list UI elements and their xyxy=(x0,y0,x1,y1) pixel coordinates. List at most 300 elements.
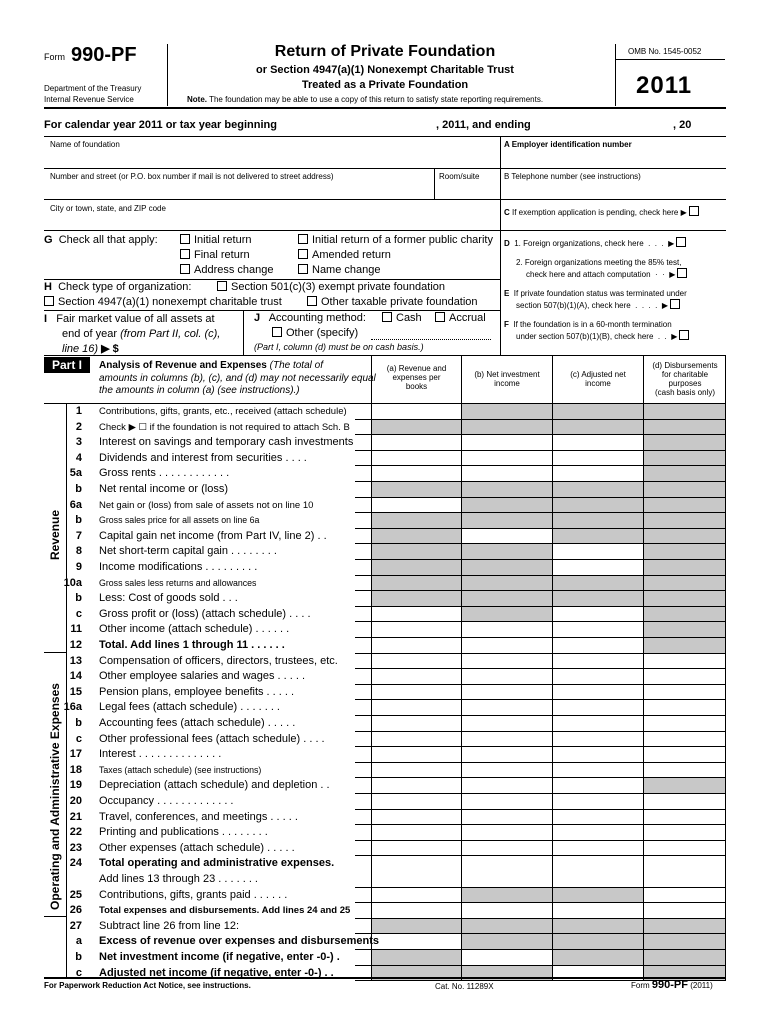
line-number: 6a xyxy=(69,498,82,511)
amount-cell[interactable] xyxy=(643,747,726,763)
amount-cell[interactable] xyxy=(552,638,643,654)
line-entry-box xyxy=(355,498,371,514)
amount-cell[interactable] xyxy=(371,622,461,638)
line-label: Gross sales price for all assets on line 6a xyxy=(99,515,260,526)
line-label: Travel, conferences, and meetings . . . . . xyxy=(99,810,298,823)
amount-cell[interactable] xyxy=(552,654,643,670)
form-title: Return of Private Foundation xyxy=(274,43,496,60)
amount-cell[interactable] xyxy=(552,700,643,716)
amount-cell[interactable] xyxy=(371,451,461,467)
line-number: b xyxy=(75,483,82,495)
form-number: 990-PF xyxy=(71,44,137,66)
telephone-field[interactable]: B Telephone number (see instructions) xyxy=(504,172,641,181)
amount-cell[interactable] xyxy=(371,638,461,654)
amount-cell xyxy=(461,888,552,904)
g-final-return[interactable]: Final return xyxy=(180,249,250,261)
line-number: 11 xyxy=(70,623,82,636)
amount-cell[interactable] xyxy=(552,794,643,810)
amount-cell[interactable] xyxy=(461,638,552,654)
amount-cell[interactable] xyxy=(643,888,726,904)
amount-cell xyxy=(461,591,552,607)
amount-cell[interactable] xyxy=(371,700,461,716)
line-entry-box xyxy=(355,482,371,498)
amount-cell xyxy=(643,560,726,576)
line-label: Net gain or (loss) from sale of assets not on line 10 xyxy=(99,499,314,511)
amount-cell[interactable] xyxy=(461,685,552,701)
line-label: Subtract line 26 from line 12: xyxy=(99,919,240,932)
line-label: Other employee salaries and wages . . . . . xyxy=(99,670,306,683)
amount-cell[interactable] xyxy=(552,716,643,732)
line-number: 14 xyxy=(69,670,82,683)
h-other-taxable[interactable]: Other taxable private foundation xyxy=(307,296,478,308)
amount-cell[interactable] xyxy=(371,934,461,950)
amount-cell[interactable] xyxy=(552,841,643,857)
amount-cell[interactable] xyxy=(552,451,643,467)
amount-cell xyxy=(643,638,726,654)
room-suite-field[interactable]: Room/suite xyxy=(439,172,480,181)
g-initial-return[interactable]: Initial return xyxy=(180,234,251,246)
amount-cell[interactable] xyxy=(371,716,461,732)
foundation-name-field[interactable]: Name of foundation xyxy=(50,140,120,149)
amount-cell[interactable] xyxy=(371,498,461,514)
col-a-header: (a) Revenue and expenses per books xyxy=(386,364,447,391)
amount-cell xyxy=(643,451,726,467)
amount-cell[interactable] xyxy=(552,763,643,779)
line-label: Pension plans, employee benefits . . . . . xyxy=(99,685,295,698)
j-cash[interactable]: Cash xyxy=(382,312,422,324)
amount-cell xyxy=(461,560,552,576)
side-expenses: Operating and Administrative Expenses xyxy=(48,683,62,910)
amount-cell xyxy=(552,950,643,966)
amount-cell[interactable] xyxy=(371,466,461,482)
amount-cell[interactable] xyxy=(461,451,552,467)
amount-cell[interactable] xyxy=(552,544,643,560)
line-label: Total. Add lines 1 through 11 . . . . . . xyxy=(99,639,285,651)
amount-cell[interactable] xyxy=(371,841,461,857)
amount-cell xyxy=(461,513,552,529)
col-d-header: (d) Disbursements for charitable purposes (cash basis only) xyxy=(652,361,718,397)
amount-cell[interactable] xyxy=(643,763,726,779)
amount-cell xyxy=(552,404,643,420)
amount-cell[interactable] xyxy=(643,810,726,826)
amount-cell xyxy=(461,420,552,436)
line-number: 27 xyxy=(69,919,82,932)
ein-field[interactable]: A Employer identification number xyxy=(504,140,632,149)
amount-cell xyxy=(643,482,726,498)
g-name-change[interactable]: Name change xyxy=(298,264,381,276)
amount-cell xyxy=(461,482,552,498)
line-number: c xyxy=(75,732,82,745)
amount-cell xyxy=(371,591,461,607)
amount-cell xyxy=(552,529,643,545)
amount-cell[interactable] xyxy=(371,888,461,904)
line-number: b xyxy=(75,514,82,527)
line-number: b xyxy=(75,951,82,963)
irs-label: Internal Revenue Service xyxy=(44,95,134,104)
line-entry-box xyxy=(355,560,371,576)
amount-cell[interactable] xyxy=(461,841,552,857)
line-entry-box xyxy=(355,747,371,763)
line-number: 16a xyxy=(63,701,82,714)
line-number: 2 xyxy=(75,420,82,433)
j-other[interactable]: Other (specify) xyxy=(272,327,358,339)
amount-cell xyxy=(643,435,726,451)
line-label: Contributions, gifts, grants paid . . . . . . xyxy=(99,888,288,901)
line-label: Net short-term capital gain . . . . . . . . xyxy=(99,545,277,558)
line-number: 24 xyxy=(69,857,82,870)
side-revenue: Revenue xyxy=(48,509,62,560)
amount-cell[interactable] xyxy=(552,466,643,482)
amount-cell xyxy=(643,544,726,560)
line-label: Check ▶ ☐ if the foundation is not required to attach Sch. B xyxy=(99,421,350,433)
amount-cell[interactable] xyxy=(371,732,461,748)
amount-cell[interactable] xyxy=(461,466,552,482)
amount-cell[interactable] xyxy=(552,669,643,685)
amount-cell[interactable] xyxy=(461,716,552,732)
amount-cell xyxy=(371,529,461,545)
footer-form: Form 990-PF (2011) xyxy=(631,979,713,991)
amount-cell xyxy=(643,498,726,514)
amount-cell[interactable] xyxy=(371,856,461,887)
calendar-ending: , 2011, and ending xyxy=(436,119,531,131)
amount-cell[interactable] xyxy=(461,622,552,638)
f-60-month[interactable]: F If the foundation is in a 60-month termination under section 507(b)(1)(B), check here . . ▶ xyxy=(504,319,693,342)
amount-cell xyxy=(643,529,726,545)
amount-cell xyxy=(552,482,643,498)
line-number: 3 xyxy=(75,436,82,449)
line-entry-box xyxy=(355,638,371,654)
line-number: c xyxy=(75,607,82,620)
amount-cell xyxy=(643,607,726,623)
calendar-20: , 20 xyxy=(673,119,692,131)
amount-cell[interactable] xyxy=(643,825,726,841)
d2-foreign-85[interactable]: 2. Foreign organizations meeting the 85% test, check here and attach computation · · ▶ xyxy=(504,257,691,280)
line-entry-box xyxy=(355,591,371,607)
amount-cell xyxy=(552,934,643,950)
line-entry-box xyxy=(355,841,371,857)
line-number: 19 xyxy=(69,779,82,792)
amount-cell xyxy=(461,544,552,560)
amount-cell xyxy=(552,513,643,529)
amount-cell xyxy=(371,560,461,576)
amount-cell[interactable] xyxy=(461,435,552,451)
amount-cell[interactable] xyxy=(371,903,461,919)
amount-cell[interactable] xyxy=(371,747,461,763)
amount-cell[interactable] xyxy=(371,825,461,841)
line-label: Total operating and administrative expenses. xyxy=(99,857,335,870)
amount-cell xyxy=(461,607,552,623)
amount-cell[interactable] xyxy=(552,778,643,794)
line-label: Capital gain net income (from Part IV, line 2) . . xyxy=(99,529,327,542)
table-right-border xyxy=(725,355,726,981)
line-label: Contributions, gifts, grants, etc., received (attach schedule) xyxy=(99,406,347,417)
line-entry-box xyxy=(355,810,371,826)
amount-cell xyxy=(552,498,643,514)
line-entry-box xyxy=(355,950,371,966)
line-number: 7 xyxy=(75,529,82,542)
line-number: 5a xyxy=(69,467,82,480)
line-label: Occupancy . . . . . . . . . . . . . xyxy=(99,795,234,807)
amount-cell xyxy=(371,482,461,498)
amount-cell[interactable] xyxy=(643,669,726,685)
line-number: 12 xyxy=(69,639,82,651)
line-label: Gross rents . . . . . . . . . . . . xyxy=(99,467,230,480)
line-number: 1 xyxy=(75,405,82,417)
amount-cell xyxy=(371,950,461,966)
amount-cell[interactable] xyxy=(461,669,552,685)
amount-cell xyxy=(643,404,726,420)
line-label: Income modifications . . . . . . . . . xyxy=(99,561,258,573)
line-entry-box xyxy=(355,825,371,841)
g-address-change[interactable]: Address change xyxy=(180,264,274,276)
amount-cell xyxy=(643,622,726,638)
line-label: Gross profit or (loss) (attach schedule) . . . . xyxy=(99,607,311,620)
amount-cell[interactable] xyxy=(371,763,461,779)
line-number: 18 xyxy=(69,763,82,776)
amount-cell[interactable] xyxy=(371,778,461,794)
amount-cell xyxy=(371,420,461,436)
line-number: 9 xyxy=(75,561,82,573)
amount-cell[interactable] xyxy=(461,810,552,826)
amount-cell xyxy=(643,591,726,607)
line-label: Printing and publications . . . . . . . . xyxy=(99,826,268,839)
amount-cell[interactable] xyxy=(552,685,643,701)
amount-cell[interactable] xyxy=(461,825,552,841)
amount-cell xyxy=(461,576,552,592)
c-exempt-check[interactable]: C If exemption application is pending, check here ▶ xyxy=(504,206,703,217)
part1-tag: Part I xyxy=(44,357,90,373)
amount-cell[interactable] xyxy=(552,435,643,451)
amount-cell xyxy=(552,591,643,607)
amount-cell xyxy=(552,888,643,904)
footer-paperwork: For Paperwork Reduction Act Notice, see instructions. xyxy=(44,981,251,990)
city-field[interactable]: City or town, state, and ZIP code xyxy=(50,204,166,213)
line-entry-box xyxy=(355,903,371,919)
line-entry-box xyxy=(355,888,371,904)
line-number: 25 xyxy=(69,888,82,901)
amount-cell[interactable] xyxy=(371,794,461,810)
j-note: (Part I, column (d) must be on cash basis.) xyxy=(254,342,424,352)
line-number: b xyxy=(75,717,82,729)
line-entry-box xyxy=(355,513,371,529)
form-subtitle-2: Treated as a Private Foundation xyxy=(301,79,469,91)
amount-cell xyxy=(552,576,643,592)
amount-cell[interactable] xyxy=(461,654,552,670)
line-entry-box xyxy=(355,404,371,420)
i-fair-market-value: I Fair market value of all assets at end of year (from Part II, col. (c), line 16) ▶ $ xyxy=(44,313,221,355)
line-number: 23 xyxy=(69,841,82,854)
line-label: Interest . . . . . . . . . . . . . . xyxy=(99,748,222,761)
amount-cell[interactable] xyxy=(461,700,552,716)
amount-cell xyxy=(643,919,726,935)
line-entry-box xyxy=(355,529,371,545)
line-label: Other expenses (attach schedule) . . . . . xyxy=(99,841,295,854)
line-entry-box xyxy=(355,700,371,716)
amount-cell[interactable] xyxy=(461,903,552,919)
line-label: Compensation of officers, directors, trustees, etc. xyxy=(99,654,338,667)
line-label: Net rental income or (loss) xyxy=(99,483,228,495)
amount-cell[interactable] xyxy=(371,607,461,623)
amount-cell[interactable] xyxy=(643,685,726,701)
g-check-all: G Check all that apply: xyxy=(44,234,158,246)
line-label: Legal fees (attach schedule) . . . . . . . xyxy=(99,701,280,714)
line-number: 8 xyxy=(75,545,82,558)
g-amended-return[interactable]: Amended return xyxy=(298,249,391,261)
line-entry-box xyxy=(355,934,371,950)
line-label: Net investment income (if negative, enter -0-) . xyxy=(99,951,340,963)
amount-cell[interactable] xyxy=(461,732,552,748)
amount-cell xyxy=(461,498,552,514)
line-label: Excess of revenue over expenses and disbursements xyxy=(99,935,380,948)
amount-cell xyxy=(643,466,726,482)
amount-cell[interactable] xyxy=(552,856,643,887)
amount-cell[interactable] xyxy=(461,763,552,779)
line-number: c xyxy=(75,966,82,979)
amount-cell[interactable] xyxy=(643,794,726,810)
amount-cell xyxy=(643,778,726,794)
amount-cell[interactable] xyxy=(643,732,726,748)
amount-cell[interactable] xyxy=(552,560,643,576)
line-number: b xyxy=(75,592,82,605)
line-label: Adjusted net income (if negative, enter -0-) . . xyxy=(99,966,334,979)
amount-cell[interactable] xyxy=(643,716,726,732)
amount-cell[interactable] xyxy=(461,794,552,810)
line-entry-box xyxy=(355,716,371,732)
amount-cell[interactable] xyxy=(643,700,726,716)
amount-cell xyxy=(371,919,461,935)
line-entry-box xyxy=(355,435,371,451)
amount-cell[interactable] xyxy=(371,435,461,451)
amount-cell xyxy=(371,576,461,592)
amount-cell xyxy=(461,934,552,950)
h-check-type: H Check type of organization: xyxy=(44,281,192,293)
amount-cell xyxy=(461,919,552,935)
j-accounting-method: J Accounting method: xyxy=(254,312,366,324)
amount-cell[interactable] xyxy=(371,404,461,420)
amount-cell xyxy=(371,513,461,529)
j-accrual[interactable]: Accrual xyxy=(435,312,486,324)
amount-cell[interactable] xyxy=(552,732,643,748)
amount-cell[interactable] xyxy=(552,825,643,841)
g-initial-former-public[interactable]: Initial return of a former public charity xyxy=(298,234,493,246)
form-note: Note. The foundation may be able to use a copy of this return to satisfy state reporting requirements. xyxy=(187,95,544,104)
line-entry-box xyxy=(355,451,371,467)
part1-title: Analysis of Revenue and Expenses (The total of amounts in columns (b), (c), and (d) may not necessarily equal the amounts in column (a) (see instructions).) xyxy=(99,360,376,396)
amount-cell[interactable] xyxy=(552,607,643,623)
tax-year: 2011 xyxy=(636,72,693,99)
col-c-header: (c) Adjusted net income xyxy=(570,370,626,388)
e-terminated[interactable]: E If private foundation status was terminated under section 507(b)(1)(A), check here . . . . ▶ xyxy=(504,289,687,310)
line-entry-box xyxy=(355,576,371,592)
line-label: Gross sales less returns and allowances xyxy=(99,577,257,588)
col-b-header: (b) Net investment income xyxy=(474,370,540,388)
street-field[interactable]: Number and street (or P.O. box number if mail is not delivered to street address) xyxy=(50,172,334,181)
line-entry-box xyxy=(355,794,371,810)
line-entry-box xyxy=(355,732,371,748)
h-501c3[interactable]: Section 501(c)(3) exempt private foundation xyxy=(217,281,445,293)
line-number: 21 xyxy=(69,810,82,823)
dept-treasury: Department of the Treasury xyxy=(44,84,142,93)
line-number: 22 xyxy=(69,826,82,839)
line-number: 4 xyxy=(75,451,82,464)
amount-cell[interactable] xyxy=(371,810,461,826)
line-entry-box xyxy=(355,856,371,887)
amount-cell[interactable] xyxy=(552,747,643,763)
line-label: Taxes (attach schedule) (see instructions) xyxy=(99,764,262,775)
line-entry-box xyxy=(355,654,371,670)
line-entry-box xyxy=(355,919,371,935)
amount-cell[interactable] xyxy=(461,950,552,966)
line-entry-box xyxy=(355,685,371,701)
amount-cell[interactable] xyxy=(643,856,726,887)
line-label: Dividends and interest from securities . . . . xyxy=(99,451,307,464)
amount-cell xyxy=(552,420,643,436)
line-entry-box xyxy=(355,466,371,482)
omb-number: OMB No. 1545-0052 xyxy=(628,47,702,56)
amount-cell[interactable] xyxy=(643,841,726,857)
amount-cell[interactable] xyxy=(371,654,461,670)
line-label-cont: Add lines 13 through 23 . . . . . . . xyxy=(99,872,258,885)
line-number: 13 xyxy=(69,654,82,667)
line-number: 15 xyxy=(69,685,82,698)
amount-cell[interactable] xyxy=(461,856,552,887)
line-number: 20 xyxy=(69,795,82,807)
amount-cell[interactable] xyxy=(643,903,726,919)
line-label: Other income (attach schedule) . . . . . . xyxy=(99,623,290,636)
form-subtitle-1: or Section 4947(a)(1) Nonexempt Charitable Trust xyxy=(256,64,514,76)
line-label: Accounting fees (attach schedule) . . . . . xyxy=(99,717,296,729)
d1-foreign-orgs[interactable]: D 1. Foreign organizations, check here . . . ▶ xyxy=(504,237,690,248)
amount-cell[interactable] xyxy=(552,622,643,638)
amount-cell[interactable] xyxy=(371,669,461,685)
amount-cell[interactable] xyxy=(552,903,643,919)
amount-cell[interactable] xyxy=(643,654,726,670)
amount-cell xyxy=(461,404,552,420)
amount-cell[interactable] xyxy=(371,685,461,701)
line-entry-box xyxy=(355,607,371,623)
footer-cat-no: Cat. No. 11289X xyxy=(435,982,494,991)
line-entry-box xyxy=(355,420,371,436)
line-entry-box xyxy=(355,544,371,560)
line-label: Other professional fees (attach schedule) . . . . xyxy=(99,732,325,745)
line-label: Interest on savings and temporary cash investments xyxy=(99,436,354,449)
amount-cell xyxy=(643,420,726,436)
line-entry-box xyxy=(355,669,371,685)
line-label: Depreciation (attach schedule) and depletion . . xyxy=(99,779,330,792)
line-number: 10a xyxy=(63,576,82,589)
line-entry-box xyxy=(355,778,371,794)
amount-cell[interactable] xyxy=(552,810,643,826)
amount-cell xyxy=(643,934,726,950)
form-label: Form xyxy=(44,52,65,62)
line-label: Total expenses and disbursements. Add lines 24 and 25 xyxy=(99,905,351,917)
line-entry-box xyxy=(355,763,371,779)
amount-cell xyxy=(371,544,461,560)
amount-cell xyxy=(552,919,643,935)
amount-cell xyxy=(643,950,726,966)
amount-cell[interactable] xyxy=(461,778,552,794)
calendar-year-line: For calendar year 2011 or tax year beginning xyxy=(44,119,277,131)
h-4947[interactable]: Section 4947(a)(1) nonexempt charitable trust xyxy=(44,296,282,308)
line-entry-box xyxy=(355,622,371,638)
amount-cell[interactable] xyxy=(461,529,552,545)
amount-cell[interactable] xyxy=(461,747,552,763)
line-number: a xyxy=(75,935,82,948)
amount-cell xyxy=(643,513,726,529)
line-number: 26 xyxy=(69,904,82,917)
line-label: Less: Cost of goods sold . . . xyxy=(99,592,238,605)
line-number: 17 xyxy=(69,748,82,761)
